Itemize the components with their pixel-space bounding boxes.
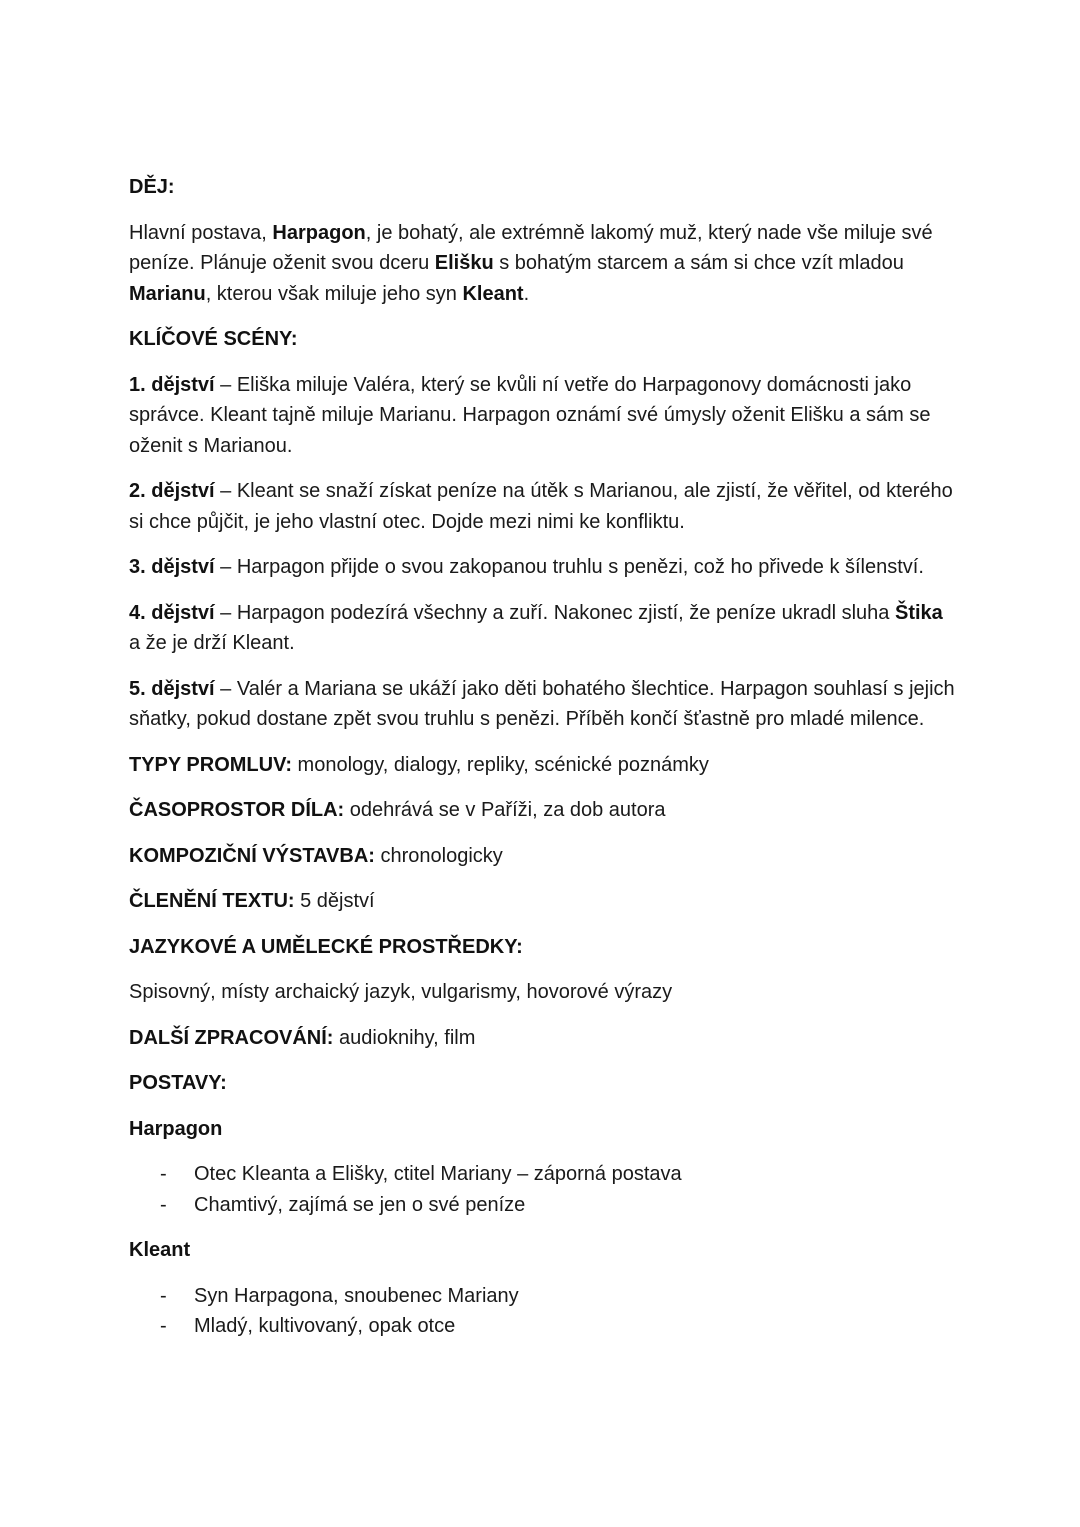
character-harpagon-name: Harpagon: [129, 1117, 223, 1140]
scenes-heading: KLÍČOVÉ SCÉNY:: [129, 328, 298, 350]
dash-bullet: -: [160, 1193, 167, 1216]
list-item: - Mladý, kultivovaný, opak otce: [129, 1311, 959, 1342]
scene-act-3: 3. dějství – Harpagon přijde o svou zakopanou truhlu s penězi, což ho přivede k šílenství.: [129, 556, 924, 578]
kompozice: KOMPOZIČNÍ VÝSTAVBA: chronologicky: [129, 844, 503, 867]
dej-paragraph: Hlavní postava, Harpagon, je bohatý, ale extrémně lakomý muž, který nade vše miluje své peníze. Plánuje oženit svou dceru Elišku s bohatým starcem a sám si chce vzít mladou Marianu, kterou však miluje jeho syn Kleant.: [129, 221, 933, 305]
dash-bullet: -: [160, 1163, 167, 1185]
dej-heading: DĚJ:: [129, 176, 175, 198]
cleneni-textu: ČLENĚNÍ TEXTU: 5 dějství: [129, 890, 375, 912]
list-item: - Otec Kleanta a Elišky, ctitel Mariany – záporná postava: [129, 1159, 959, 1190]
dalsi-zpracovani: DALŠÍ ZPRACOVÁNÍ: audioknihy, film: [129, 1026, 476, 1049]
character-harpagon-list: [129, 1159, 959, 1220]
casoprostor: ČASOPROSTOR DÍLA: odehrává se v Paříži, za dob autora: [129, 799, 666, 821]
dash-bullet: -: [160, 1315, 167, 1337]
character-kleant-list: [129, 1281, 959, 1342]
scene-act-2: 2. dějství – Kleant se snaží získat peníze na útěk s Marianou, ale zjistí, že věřitel, od kterého si chce půjčit, je jeho vlastní otec. Dojde mezi nimi ke konfliktu.: [129, 480, 953, 533]
list-item: - Syn Harpagona, snoubenec Mariany: [129, 1281, 959, 1312]
scene-act-4: 4. dějství – Harpagon podezírá všechny a zuří. Nakonec zjistí, že peníze ukradl sluha Štika a že je drží Kleant.: [129, 601, 943, 654]
document-content: [129, 172, 959, 1357]
scene-act-1: 1. dějství – Eliška miluje Valéra, který se kvůli ní vetře do Harpagonovy domácnosti jako správce. Kleant tajně miluje Marianu. Harpagon oznámí své úmysly oženit Elišku a sám se oženit s Marianou.: [129, 373, 931, 457]
character-kleant-name: Kleant: [129, 1239, 191, 1261]
jazyk-heading: JAZYKOVÉ A UMĚLECKÉ PROSTŘEDKY:: [129, 935, 523, 958]
postavy-heading: POSTAVY:: [129, 1072, 227, 1094]
typy-promluv: TYPY PROMLUV: monology, dialogy, repliky, scénické poznámky: [129, 753, 709, 776]
jazyk-value: Spisovný, místy archaický jazyk, vulgarismy, hovorové výrazy: [129, 981, 673, 1003]
list-item: - Chamtivý, zajímá se jen o své peníze: [129, 1190, 959, 1221]
scene-act-5: 5. dějství – Valér a Mariana se ukáží jako děti bohatého šlechtice. Harpagon souhlasí s jejich sňatky, pokud dostane zpět svou truhlu s penězi. Příběh končí šťastně pro mladé milence.: [129, 677, 955, 730]
dash-bullet: -: [160, 1284, 167, 1307]
